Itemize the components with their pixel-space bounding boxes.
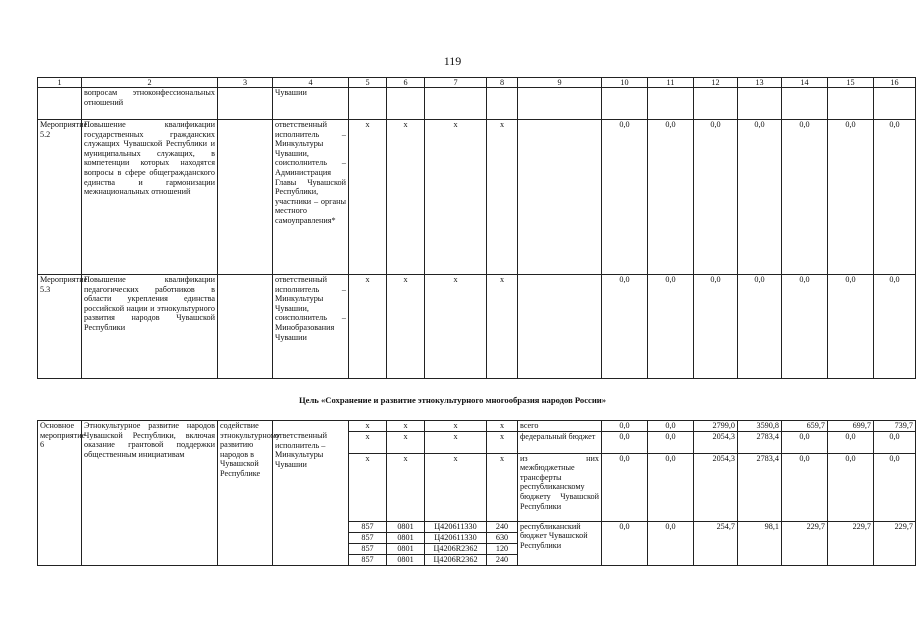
value-cell: 0,0 [782, 120, 828, 275]
col-num: 8 [487, 78, 518, 88]
code-cell: x [387, 275, 425, 379]
measure-description: Повышение квалификации государственных гражданских служащих Чувашской Республики и муниципальных служащих, в компетенции которых находятся вопросы в сфере общегражданского единства и гармонизации межнациональных отношений [82, 120, 218, 275]
continuation-row [38, 88, 916, 120]
code-cell: 630 [487, 532, 518, 543]
value-cell: 3590,8 [738, 421, 782, 432]
col-num: 14 [782, 78, 828, 88]
value-cell: 229,7 [874, 521, 916, 565]
main-measure-executor: ответственный исполнитель – Минкультуры Чувашии [273, 431, 349, 565]
value-cell: 0,0 [874, 120, 916, 275]
value-cell: 0,0 [602, 421, 648, 432]
value-cell: 2054,3 [694, 431, 738, 453]
code-cell: 857 [349, 554, 387, 565]
value-cell: 659,7 [782, 421, 828, 432]
column-number-row [38, 78, 916, 88]
measure-5-2-row [38, 120, 916, 275]
value-cell: 229,7 [828, 521, 874, 565]
code-cell: x [425, 431, 487, 453]
value-cell: 0,0 [828, 431, 874, 453]
value-cell: 2783,4 [738, 431, 782, 453]
value-cell: 0,0 [602, 275, 648, 379]
value-cell: 0,0 [648, 453, 694, 521]
code-cell: Ц4206R2362 [425, 543, 487, 554]
value-cell: 0,0 [874, 275, 916, 379]
code-cell: x [349, 275, 387, 379]
value-cell: 0,0 [648, 431, 694, 453]
code-cell: x [425, 453, 487, 521]
value-cell: 0,0 [874, 453, 916, 521]
col-num: 6 [387, 78, 425, 88]
value-cell: 739,7 [874, 421, 916, 432]
col-num: 10 [602, 78, 648, 88]
col-num: 3 [218, 78, 273, 88]
col-num: 11 [648, 78, 694, 88]
funding-source: федеральный бюджет [518, 431, 602, 453]
code-cell: x [349, 421, 387, 432]
code-cell: 120 [487, 543, 518, 554]
value-cell: 0,0 [648, 120, 694, 275]
code-cell: x [487, 120, 518, 275]
col-num: 15 [828, 78, 874, 88]
program-table-bottom [37, 420, 916, 566]
col-num: 4 [273, 78, 349, 88]
value-cell: 2799,0 [694, 421, 738, 432]
measure-description: Повышение квалификации педагогических работников в области укрепления единства российской нации и этнокультурного развития народов Чувашской Республики [82, 275, 218, 379]
value-cell: 699,7 [828, 421, 874, 432]
col-num: 13 [738, 78, 782, 88]
code-cell: x [387, 431, 425, 453]
main-measure-description: Этнокультурное развитие народов Чувашской Республики, включая оказание грантовой поддержки общественным инициативам [82, 421, 218, 566]
measure-id: Мероприятие 5.2 [38, 120, 82, 275]
code-cell: x [425, 275, 487, 379]
value-cell: 254,7 [694, 521, 738, 565]
value-cell: 2783,4 [738, 453, 782, 521]
cont-description: вопросам этноконфессиональных отношений [82, 88, 218, 120]
cont-executor: Чувашии [273, 88, 349, 120]
code-cell: 0801 [387, 543, 425, 554]
code-cell: x [349, 453, 387, 521]
col-num: 12 [694, 78, 738, 88]
value-cell: 0,0 [648, 421, 694, 432]
value-cell: 0,0 [602, 453, 648, 521]
measure-executor: ответственный исполнитель – Минкультуры Чувашии, соисполнитель – Администрация Главы Чувашской Республики, участники – органы местного самоуправления* [273, 120, 349, 275]
col-num: 1 [38, 78, 82, 88]
code-cell: x [487, 421, 518, 432]
code-cell: 240 [487, 554, 518, 565]
funding-source: республиканский бюджет Чувашской Республики [518, 521, 602, 565]
value-cell: 0,0 [602, 521, 648, 565]
measure-5-3-row [38, 275, 916, 379]
code-cell: 857 [349, 532, 387, 543]
main-measure-goal: содействие этнокультурному развитию народов в Чувашской Республике [218, 421, 273, 566]
value-cell: 0,0 [738, 120, 782, 275]
code-cell: x [487, 275, 518, 379]
value-cell: 0,0 [874, 431, 916, 453]
code-cell: x [349, 120, 387, 275]
code-cell: 0801 [387, 521, 425, 532]
main-6-total-row [38, 421, 916, 432]
code-cell: x [349, 431, 387, 453]
code-cell: 857 [349, 521, 387, 532]
value-cell: 0,0 [828, 275, 874, 379]
value-cell: 0,0 [694, 120, 738, 275]
value-cell: 0,0 [738, 275, 782, 379]
code-cell: Ц420611330 [425, 532, 487, 543]
funding-source: из них межбюджетные трансферты республиканскому бюджету Чувашской Республики [518, 453, 602, 521]
measure-executor: ответственный исполнитель – Минкультуры Чувашии, соисполнитель – Минобразования Чувашии [273, 275, 349, 379]
code-cell: 0801 [387, 554, 425, 565]
code-cell: x [387, 421, 425, 432]
value-cell: 0,0 [782, 275, 828, 379]
value-cell: 0,0 [782, 431, 828, 453]
value-cell: 0,0 [828, 120, 874, 275]
value-cell: 229,7 [782, 521, 828, 565]
code-cell: 0801 [387, 532, 425, 543]
main-measure-id: Основное мероприятие 6 [38, 421, 82, 566]
col-num: 16 [874, 78, 916, 88]
col-num: 9 [518, 78, 602, 88]
code-cell: x [487, 453, 518, 521]
code-cell: x [425, 421, 487, 432]
value-cell: 2054,3 [694, 453, 738, 521]
value-cell: 0,0 [828, 453, 874, 521]
program-table-top [37, 77, 916, 379]
code-cell: x [387, 120, 425, 275]
code-cell: 857 [349, 543, 387, 554]
col-num: 5 [349, 78, 387, 88]
code-cell: x [387, 453, 425, 521]
measure-id: Мероприятие 5.3 [38, 275, 82, 379]
page-number: 119 [443, 54, 462, 68]
funding-source: всего [518, 421, 602, 432]
value-cell: 0,0 [602, 120, 648, 275]
col-num: 7 [425, 78, 487, 88]
col-num: 2 [82, 78, 218, 88]
code-cell: Ц4206R2362 [425, 554, 487, 565]
code-cell: Ц420611330 [425, 521, 487, 532]
value-cell: 0,0 [648, 275, 694, 379]
code-cell: 240 [487, 521, 518, 532]
code-cell: x [425, 120, 487, 275]
value-cell: 0,0 [602, 431, 648, 453]
value-cell: 0,0 [782, 453, 828, 521]
value-cell: 98,1 [738, 521, 782, 565]
goal-heading: Цель «Сохранение и развитие этнокультурного многообразия народов России» [298, 395, 607, 405]
value-cell: 0,0 [648, 521, 694, 565]
value-cell: 0,0 [694, 275, 738, 379]
code-cell: x [487, 431, 518, 453]
